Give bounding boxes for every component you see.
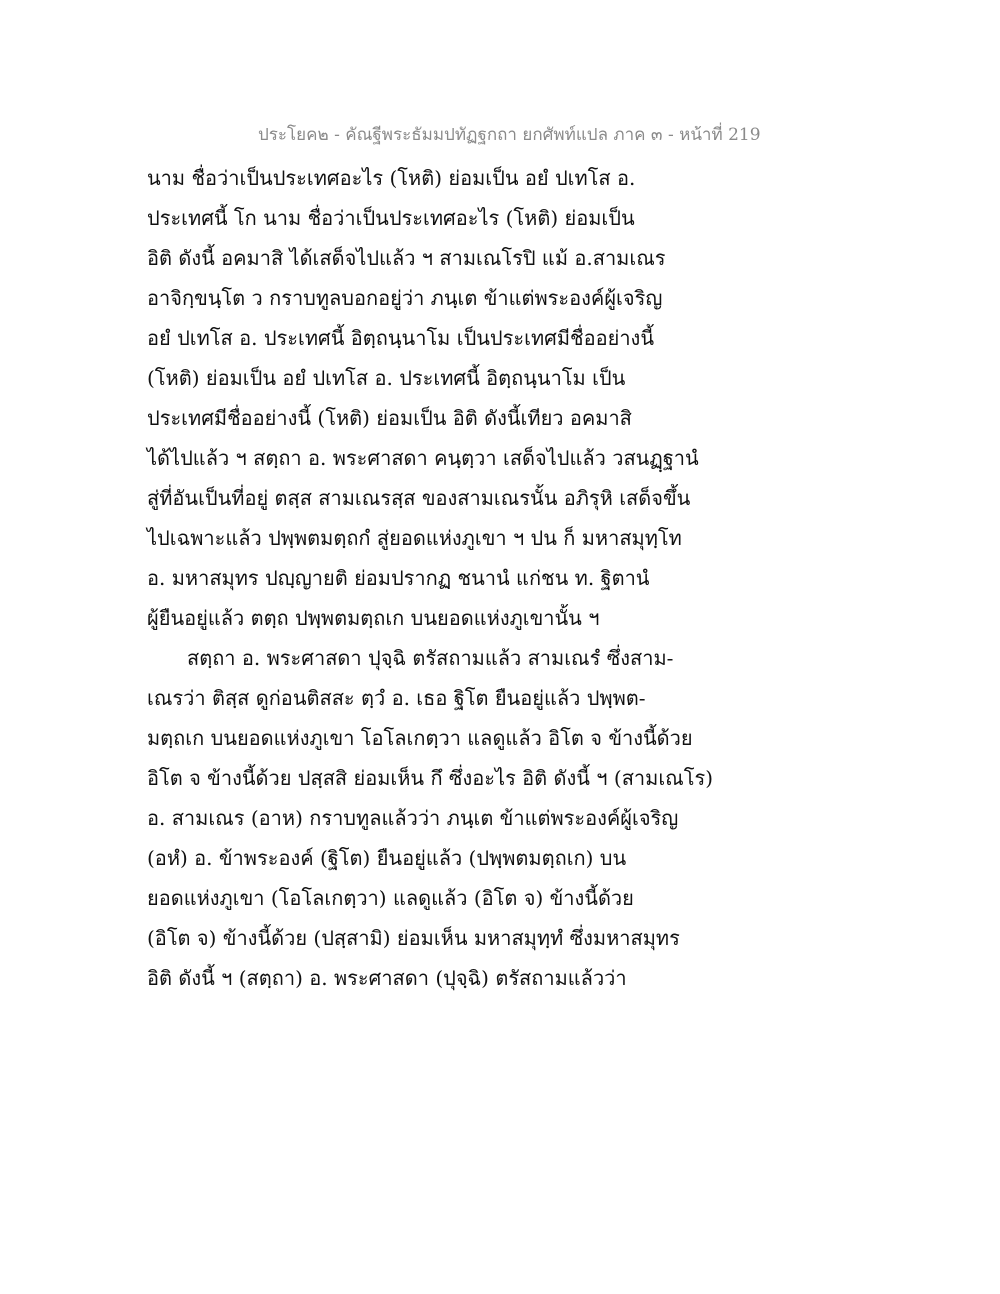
paragraph-start-line: สตฺถา อ. พระศาสดา ปุจฺฉิ ตรัสถามแล้ว สามเณรํ ซึ่งสาม- (187, 646, 674, 670)
text-line: อ. สามเณร (อาห) กราบทูลแล้วว่า ภนฺเต ข้าแต่พระองค์ผู้เจริญ (147, 806, 679, 830)
text-line: นาม ชื่อว่าเป็นประเทศอะไร (โหติ) ย่อมเป็น อยํ ปเทโส อ. (147, 166, 636, 190)
text-line: เณรว่า ติสฺส ดูก่อนติสสะ ตฺวํ อ. เธอ ฐิโต ยืนอยู่แล้ว ปพฺพต- (147, 686, 646, 710)
text-line: ไปเฉพาะแล้ว ปพฺพตมตฺถกํ สู่ยอดแห่งภูเขา ฯ ปน ก็ มหาสมุทฺโท (147, 526, 682, 550)
text-line: อิติ ดังนี้ อคมาสิ ได้เสด็จไปแล้ว ฯ สามเณโรปิ แม้ อ.สามเณร (147, 246, 666, 270)
body-text (147, 158, 747, 998)
text-line: ได้ไปแล้ว ฯ สตฺถา อ. พระศาสดา คนฺตฺวา เสด็จไปแล้ว วสนฏฺฐานํ (147, 446, 699, 470)
text-line: ประเทศนี้ โก นาม ชื่อว่าเป็นประเทศอะไร (โหติ) ย่อมเป็น (147, 206, 635, 230)
text-line: อ. มหาสมุทร ปญฺญายติ ย่อมปรากฏ ชนานํ แก่ชน ท. ฐิตานํ (147, 566, 650, 590)
text-line: ประเทศมีชื่ออย่างนี้ (โหติ) ย่อมเป็น อิติ ดังนี้เทียว อคมาสิ (147, 406, 632, 430)
text-line: (โหติ) ย่อมเป็น อยํ ปเทโส อ. ประเทศนี้ อิตฺถนฺนาโม เป็น (147, 366, 626, 390)
text-line: อิโต จ ข้างนี้ด้วย ปสฺสสิ ย่อมเห็น กึ ซึ่งอะไร อิติ ดังนี้ ฯ (สามเณโร) (147, 766, 713, 790)
running-header: ประโยค๒ - คัณฐีพระธัมมปทัฏฐกถา ยกศัพท์แปล ภาค ๓ - หน้าที่ 219 (258, 125, 761, 145)
text-line: มตฺถเก บนยอดแห่งภูเขา โอโลเกตฺวา แลดูแล้ว อิโต จ ข้างนี้ด้วย (147, 726, 693, 750)
text-line: สู่ที่อันเป็นที่อยู่ ตสฺส สามเณรสฺส ของสามเณรนั้น อภิรุหิ เสด็จขึ้น (147, 486, 691, 510)
text-line: (อิโต จ) ข้างนี้ด้วย (ปสฺสามิ) ย่อมเห็น มหาสมุทฺทํ ซึ่งมหาสมุทร (147, 926, 680, 950)
text-line: อาจิกฺขนฺโต ว กราบทูลบอกอยู่ว่า ภนฺเต ข้าแต่พระองค์ผู้เจริญ (147, 286, 663, 310)
text-line: (อหํ) อ. ข้าพระองค์ (ฐิโต) ยืนอยู่แล้ว (ปพฺพตมตฺถเก) บน (147, 846, 627, 870)
text-line: ผู้ยืนอยู่แล้ว ตตฺถ ปพฺพตมตฺถเก บนยอดแห่งภูเขานั้น ฯ (147, 606, 600, 630)
text-line: อิติ ดังนี้ ฯ (สตฺถา) อ. พระศาสดา (ปุจฺฉิ) ตรัสถามแล้วว่า (147, 966, 627, 990)
text-line: อยํ ปเทโส อ. ประเทศนี้ อิตฺถนฺนาโม เป็นประเทศมีชื่ออย่างนี้ (147, 326, 654, 350)
text-line: ยอดแห่งภูเขา (โอโลเกตฺวา) แลดูแล้ว (อิโต จ) ข้างนี้ด้วย (147, 886, 634, 910)
